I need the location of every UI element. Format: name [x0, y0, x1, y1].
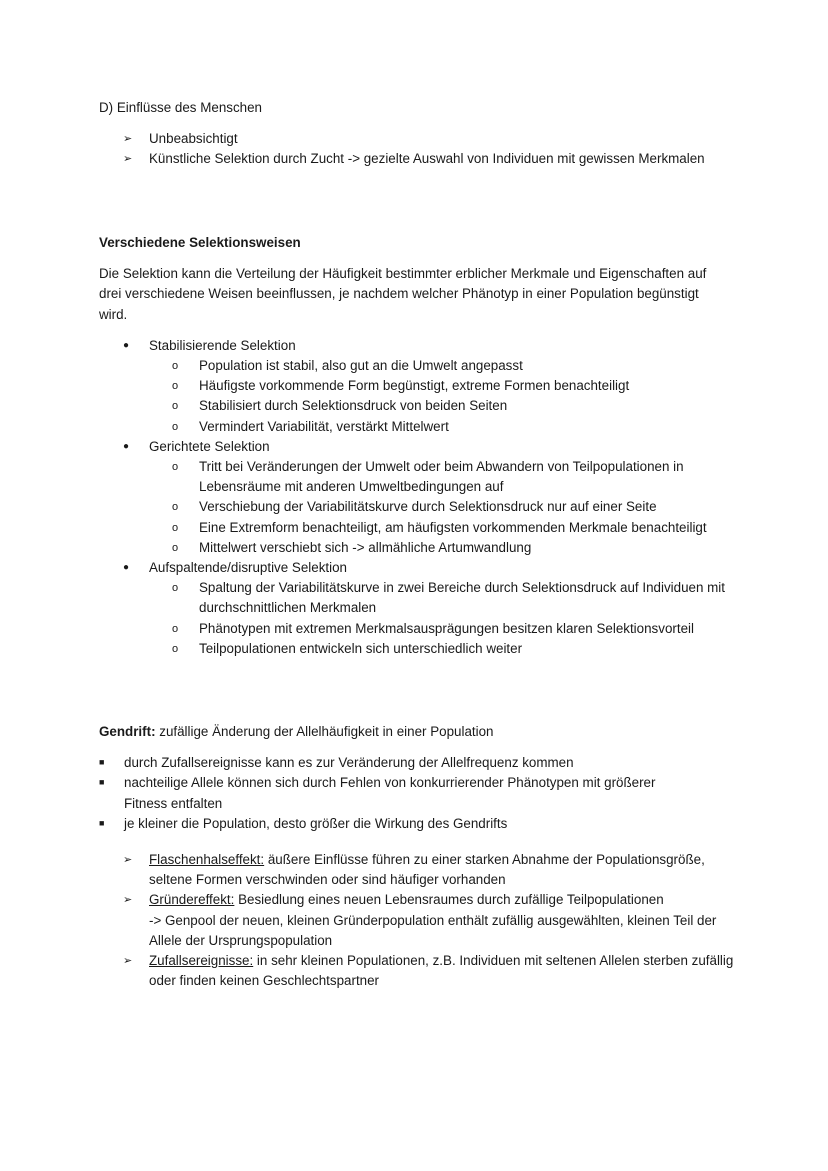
list-item: o Tritt bei Veränderungen der Umwelt oder beim Abwandern von Teilpopulationen in Lebensräume mit anderen Umweltbedingungen auf — [172, 459, 684, 495]
sub-list — [99, 457, 739, 558]
bullet-dot-icon: ● — [123, 339, 130, 351]
circle-bullet-icon: o — [172, 501, 179, 514]
selection-type-directional: ● Gerichtete Selektion o Tritt bei Veränderungen der Umwelt oder beim Abwandern von Teilpopulationen in Lebensräume mit anderen Umweltbedingungen auf o Verschiebung der Variabilitätskurve durch Selektionsdruck nur auf einer Seite o Eine Extremform benachteiligt, am häufigsten vorkommenden Merkmale benachteiligt o Mittelwert verschiebt sich -> allmähliche Artumwandlung — [99, 437, 739, 558]
square-bullet-icon: ■ — [99, 757, 105, 768]
effect-term: Gründereffekt: — [149, 892, 235, 908]
selection-type-stabilizing: ● Stabilisierende Selektion o Population ist stabil, also gut an die Umwelt angepasst o Häufigste vorkommende Form begünstigt, extreme Formen benachteiligt o Stabilisiert durch Selektionsdruck von beiden Seiten o Vermindert Variabilität, verstärkt Mittelwert — [99, 336, 739, 437]
list-item: o Population ist stabil, also gut an die Umwelt angepasst — [99, 356, 739, 376]
list-item: ➢ Künstliche Selektion durch Zucht -> gezielte Auswahl von Individuen mit gewissen Merkmalen — [99, 149, 719, 169]
section-human-influence — [99, 98, 739, 170]
influence-list — [99, 129, 719, 169]
section-selection-types — [99, 233, 739, 659]
circle-bullet-icon: o — [172, 582, 179, 595]
list-item: ➢ Unbeabsichtigt — [99, 129, 719, 149]
circle-bullet-icon: o — [172, 461, 179, 474]
list-item: o Vermindert Variabilität, verstärkt Mittelwert — [99, 417, 739, 437]
effect-term: Zufallsereignisse: — [149, 953, 254, 969]
circle-bullet-icon: o — [172, 642, 179, 655]
bullet-dot-icon: ● — [123, 440, 130, 452]
gendrift-term: Gendrift: — [99, 724, 156, 739]
circle-bullet-icon: o — [172, 380, 179, 393]
circle-bullet-icon: o — [172, 541, 179, 554]
list-item: o Teilpopulationen entwickeln sich unterschiedlich weiter — [99, 639, 739, 659]
selection-type-list — [99, 336, 739, 659]
list-item: o Mittelwert verschiebt sich -> allmähliche Artumwandlung — [99, 538, 739, 558]
circle-bullet-icon: o — [172, 420, 179, 433]
effect-founder: ➢ Gründereffekt: Besiedlung eines neuen Lebensraumes durch zufällige Teilpopulationen -> Genpool der neuen, kleinen Gründerpopulation enthält zufällig ausgewählten, kleinen Teil der Allele der Ursprungspopulation — [123, 892, 717, 948]
list-item: ■ je kleiner die Population, desto größer die Wirkung des Gendrifts — [99, 814, 699, 834]
intro-paragraph: Die Selektion kann die Verteilung der Häufigkeit bestimmter erblicher Merkmale und Eigenschaften auf drei verschiedene Weisen beeinflussen, je nachdem welcher Phänotyp in einer Population begünstigt wird. — [99, 266, 707, 322]
circle-bullet-icon: o — [172, 622, 179, 635]
list-item: o Stabilisiert durch Selektionsdruck von beiden Seiten — [99, 396, 739, 416]
gendrift-points-list — [99, 753, 699, 834]
list-item: o Verschiebung der Variabilitätskurve durch Selektionsdruck nur auf einer Seite — [99, 497, 739, 517]
list-item: ■ nachteilige Allele können sich durch Fehlen von konkurrierender Phänotypen mit größerer Fitness entfalten — [99, 773, 699, 813]
circle-bullet-icon: o — [172, 521, 179, 534]
sub-list — [99, 578, 739, 659]
arrow-bullet-icon: ➢ — [123, 133, 133, 146]
list-item: ■ durch Zufallsereignisse kann es zur Veränderung der Allelfrequenz kommen — [99, 753, 699, 773]
gendrift-effects-list — [99, 850, 739, 991]
selection-type-disruptive: ● Aufspaltende/disruptive Selektion o Spaltung der Variabilitätskurve in zwei Bereiche durch Selektionsdruck auf Individuen mit durchschnittlichen Merkmalen o Phänotypen mit extremen Merkmalsausprägungen besitzen klaren Selektionsvorteil o Teilpopulationen entwickeln sich unterschiedlich weiter — [99, 558, 739, 659]
effect-random-events: ➢ Zufallsereignisse: in sehr kleinen Populationen, z.B. Individuen mit seltenen Allelen sterben zufällig oder finden keinen Geschlechtspartner — [123, 953, 734, 989]
sub-list — [99, 356, 739, 437]
effect-bottleneck: ➢ Flaschenhalseffekt: äußere Einflüsse führen zu einer starken Abnahme der Populationsgröße, seltene Formen verschwinden oder sind häufiger vorhanden — [123, 852, 705, 888]
gendrift-definition: Gendrift: zufällige Änderung der Allelhäufigkeit in einer Population — [99, 724, 494, 739]
arrow-bullet-icon: ➢ — [123, 153, 133, 166]
list-item: o Häufigste vorkommende Form begünstigt, extreme Formen benachteiligt — [99, 376, 739, 396]
square-bullet-icon: ■ — [99, 777, 105, 788]
section-heading: Verschiedene Selektionsweisen — [99, 235, 301, 250]
section-heading: D) Einflüsse des Menschen — [99, 100, 262, 115]
list-item: o Phänotypen mit extremen Merkmalsausprägungen besitzen klaren Selektionsvorteil — [99, 619, 739, 639]
bullet-dot-icon: ● — [123, 562, 130, 574]
list-item: o Eine Extremform benachteiligt, am häufigsten vorkommenden Merkmale benachteiligt — [99, 518, 739, 538]
section-gendrift — [99, 722, 739, 991]
circle-bullet-icon: o — [172, 400, 179, 413]
list-item: o Spaltung der Variabilitätskurve in zwei Bereiche durch Selektionsdruck auf Individuen mit durchschnittlichen Merkmalen — [172, 580, 725, 616]
arrow-bullet-icon: ➢ — [123, 854, 133, 867]
arrow-bullet-icon: ➢ — [123, 955, 133, 968]
circle-bullet-icon: o — [172, 360, 179, 373]
effect-term: Flaschenhalseffekt: — [149, 852, 265, 868]
square-bullet-icon: ■ — [99, 817, 105, 828]
arrow-bullet-icon: ➢ — [123, 894, 133, 907]
